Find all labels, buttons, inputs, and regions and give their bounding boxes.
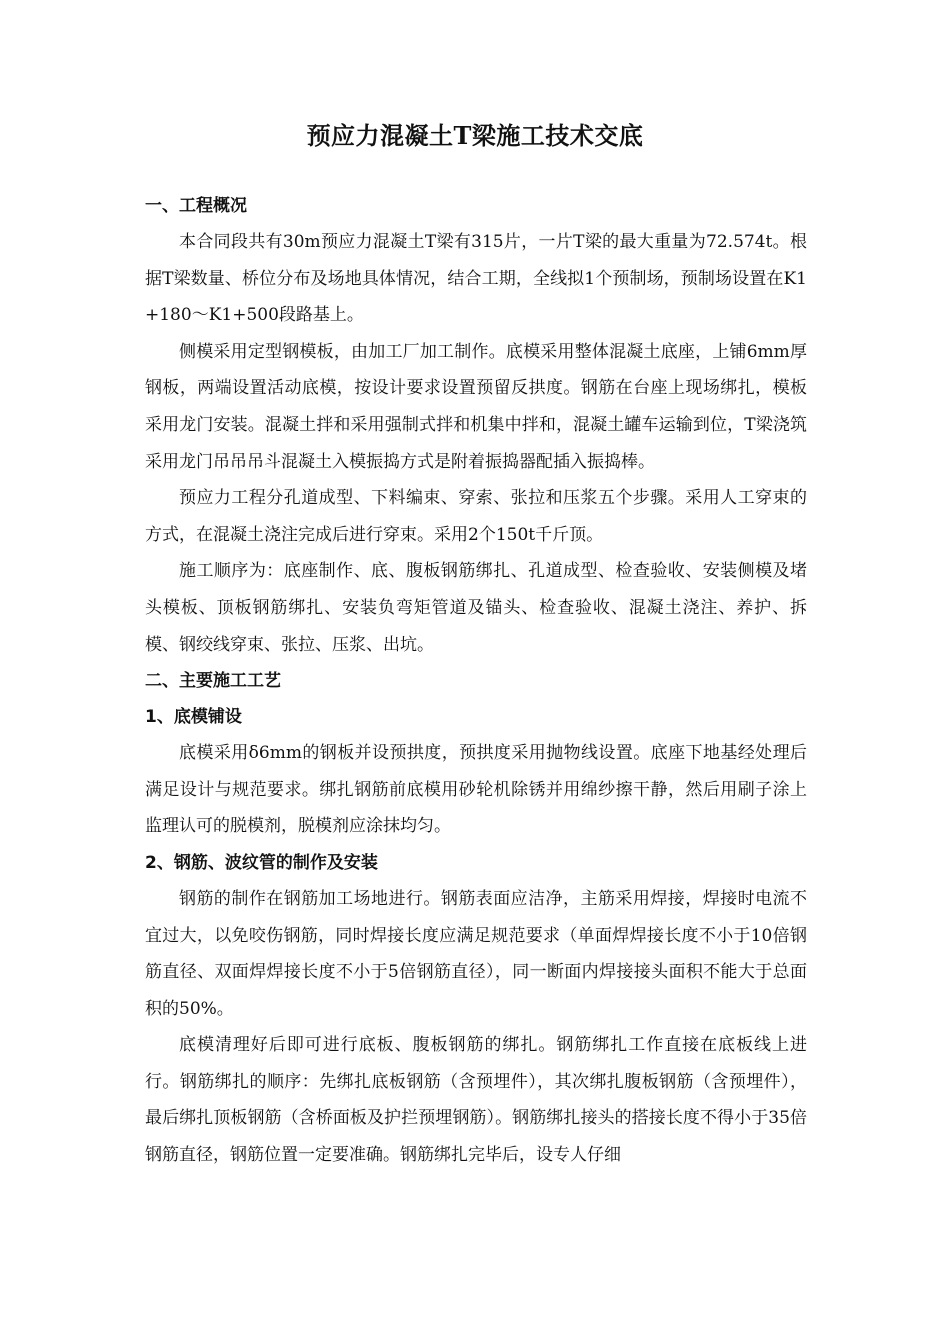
document-body [145,188,807,1174]
paragraph-rebar-fabrication: 钢筋的制作在钢筋加工场地进行。钢筋表面应洁净，主筋采用焊接，焊接时电流不宜过大，以免咬伤钢筋，同时焊接长度应满足规范要求（单面焊焊接长度不小于10倍钢筋直径、双面焊焊接长度不小于5倍钢筋直径），同一断面内焊接接头面积不能大于总面积的50%。 [145,888,807,1019]
section-heading-project-overview: 一、工程概况 [145,196,247,216]
paragraph-overview-sequence: 施工顺序为：底座制作、底、腹板钢筋绑扎、孔道成型、检查验收、安装侧模及堵头模板、顶板钢筋绑扎、安装负弯矩管道及锚头、检查验收、混凝土浇注、养护、拆模、钢绞线穿束、张拉、压浆、出坑。 [145,561,807,655]
subsection-heading-rebar-duct: 2、钢筋、波纹管的制作及安装 [145,852,378,873]
paragraph-overview-formwork: 侧模采用定型钢模板，由加工厂加工制作。底模采用整体混凝土底座，上铺6mm厚钢板，两端设置活动底模，按设计要求设置预留反拱度。钢筋在台座上现场绑扎，模板采用龙门安装。混凝土拌和采用强制式拌和机集中拌和，混凝土罐车运输到位，T梁浇筑采用龙门吊吊吊斗混凝土入模振捣方式是附着振捣器配插入振捣棒。 [145,341,807,472]
paragraph-overview-beams: 本合同段共有30m预应力混凝土T梁有315片，一片T梁的最大重量为72.574t。根据T梁数量、桥位分布及场地具体情况，结合工期，全线拟1个预制场，预制场设置在K1+180～K1+500段路基上。 [145,232,807,326]
paragraph-rebar-binding: 底模清理好后即可进行底板、腹板钢筋的绑扎。钢筋绑扎工作直接在底板线上进行。钢筋绑扎的顺序：先绑扎底板钢筋（含预埋件），其次绑扎腹板钢筋（含预埋件），最后绑扎顶板钢筋（含桥面板及护拦预埋钢筋）。钢筋绑扎接头的搭接长度不得小于35倍钢筋直径，钢筋位置一定要准确。钢筋绑扎完毕后，设专人仔细 [145,1035,807,1166]
section-heading-main-process: 二、主要施工工艺 [145,671,281,692]
paragraph-overview-prestress: 预应力工程分孔道成型、下料编束、穿索、张拉和压浆五个步骤。采用人工穿束的方式，在混凝土浇注完成后进行穿束。采用2个150t千斤顶。 [145,488,807,545]
subsection-heading-bottom-form: 1、底模铺设 [145,707,242,728]
paragraph-bottom-form: 底模采用δ6mm的钢板并设预拱度，预拱度采用抛物线设置。底座下地基经处理后满足设计与规范要求。绑扎钢筋前底模用砂轮机除锈并用绵纱擦干静，然后用刷子涂上监理认可的脱模剂，脱模剂应涂抹均匀。 [145,743,807,837]
document-title: 预应力混凝土T梁施工技术交底 [306,121,644,150]
